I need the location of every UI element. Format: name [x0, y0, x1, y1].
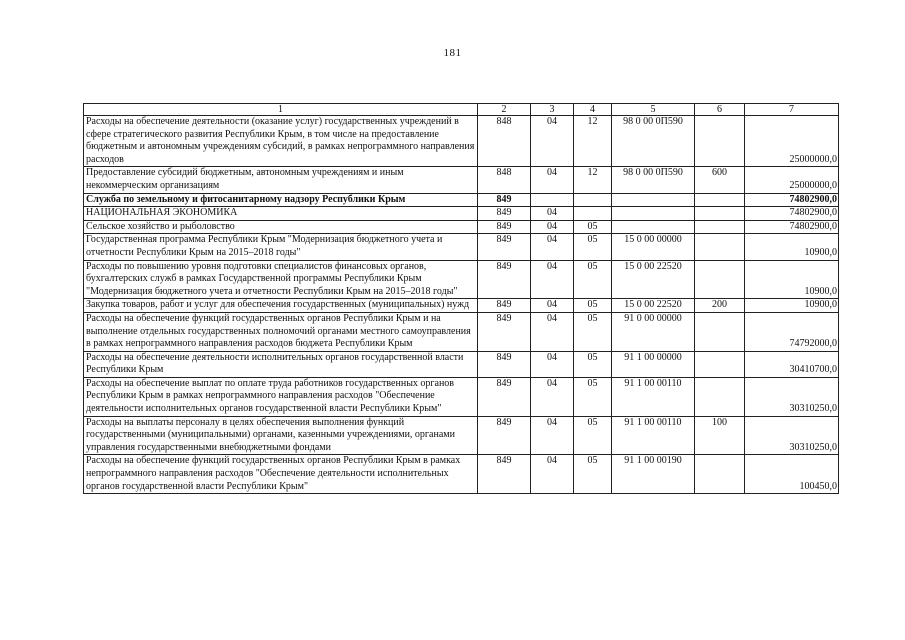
description-cell: Служба по земельному и фитосанитарному надзору Республики Крым — [84, 193, 478, 207]
amount-cell: 10900,0 — [745, 299, 839, 313]
subsection-code-cell — [574, 207, 612, 221]
amount-cell: 10900,0 — [745, 234, 839, 260]
header-cell: 6 — [695, 104, 745, 116]
table-row — [84, 312, 839, 351]
description-cell: НАЦИОНАЛЬНАЯ ЭКОНОМИКА — [84, 207, 478, 221]
table-row — [84, 220, 839, 234]
section-code-cell: 04 — [531, 220, 574, 234]
table-row — [84, 207, 839, 221]
amount-cell: 74802900,0 — [745, 220, 839, 234]
section-code-cell: 04 — [531, 167, 574, 193]
header-cell: 5 — [612, 104, 695, 116]
target-article-cell: 98 0 00 0П590 — [612, 167, 695, 193]
subsection-code-cell: 05 — [574, 260, 612, 299]
expense-type-cell — [695, 193, 745, 207]
gr-code-cell: 849 — [478, 207, 531, 221]
amount-cell: 74802900,0 — [745, 207, 839, 221]
amount-cell: 74802900,0 — [745, 193, 839, 207]
table-row — [84, 416, 839, 455]
section-code-cell: 04 — [531, 377, 574, 416]
subsection-code-cell: 12 — [574, 116, 612, 167]
description-cell: Сельское хозяйство и рыболовство — [84, 220, 478, 234]
expense-type-cell — [695, 260, 745, 299]
section-code-cell: 04 — [531, 116, 574, 167]
description-cell: Расходы на обеспечение выплат по оплате труда работников государственных органов Республики Крым в рамках непрограммного направления расходов "Обеспечение деятельности исполнительных органов государственной власти Республики Крым" — [84, 377, 478, 416]
header-cell: 4 — [574, 104, 612, 116]
section-code-cell: 04 — [531, 312, 574, 351]
table-body — [84, 116, 839, 494]
expense-type-cell: 200 — [695, 299, 745, 313]
description-cell: Расходы на обеспечение деятельности (оказание услуг) государственных учреждений в сфере стратегического развития Республики Крым, в том числе на предоставление бюджетным и автономным учреждениям субсидий, в рамках непрограммного направления расходов — [84, 116, 478, 167]
target-article-cell: 91 1 00 00000 — [612, 351, 695, 377]
expense-type-cell — [695, 377, 745, 416]
header-cell: 3 — [531, 104, 574, 116]
table-row — [84, 116, 839, 167]
target-article-cell: 91 1 00 00110 — [612, 377, 695, 416]
expense-type-cell — [695, 455, 745, 494]
table-row — [84, 351, 839, 377]
section-code-cell: 04 — [531, 234, 574, 260]
budget-table — [83, 103, 839, 494]
section-code-cell: 04 — [531, 260, 574, 299]
section-code-cell: 04 — [531, 299, 574, 313]
gr-code-cell: 848 — [478, 116, 531, 167]
gr-code-cell: 849 — [478, 193, 531, 207]
subsection-code-cell: 05 — [574, 312, 612, 351]
target-article-cell: 15 0 00 22520 — [612, 260, 695, 299]
target-article-cell: 91 1 00 00110 — [612, 416, 695, 455]
amount-cell: 25000000,0 — [745, 116, 839, 167]
gr-code-cell: 849 — [478, 455, 531, 494]
amount-cell: 25000000,0 — [745, 167, 839, 193]
target-article-cell: 91 0 00 00000 — [612, 312, 695, 351]
description-cell: Государственная программа Республики Крым "Модернизация бюджетного учета и отчетности Республики Крым на 2015–2018 годы" — [84, 234, 478, 260]
description-cell: Расходы на выплаты персоналу в целях обеспечения выполнения функций государственными (муниципальными) органами, казенными учреждениями, органами управления государственными внебюджетными фондами — [84, 416, 478, 455]
amount-cell: 100450,0 — [745, 455, 839, 494]
expense-type-cell — [695, 312, 745, 351]
amount-cell: 30310250,0 — [745, 377, 839, 416]
table-row — [84, 167, 839, 193]
header-cell: 2 — [478, 104, 531, 116]
target-article-cell — [612, 220, 695, 234]
target-article-cell — [612, 193, 695, 207]
gr-code-cell: 849 — [478, 416, 531, 455]
description-cell: Расходы на обеспечение деятельности исполнительных органов государственной власти Республики Крым — [84, 351, 478, 377]
gr-code-cell: 848 — [478, 167, 531, 193]
table-header — [84, 104, 839, 116]
gr-code-cell: 849 — [478, 351, 531, 377]
section-code-cell: 04 — [531, 207, 574, 221]
section-code-cell — [531, 193, 574, 207]
gr-code-cell: 849 — [478, 220, 531, 234]
description-cell: Закупка товаров, работ и услуг для обеспечения государственных (муниципальных) нужд — [84, 299, 478, 313]
description-cell: Предоставление субсидий бюджетным, автономным учреждениям и иным некоммерческим организациям — [84, 167, 478, 193]
table-row — [84, 234, 839, 260]
table-row — [84, 377, 839, 416]
expense-type-cell — [695, 220, 745, 234]
expense-type-cell: 100 — [695, 416, 745, 455]
header-cell: 1 — [84, 104, 478, 116]
subsection-code-cell — [574, 193, 612, 207]
target-article-cell: 15 0 00 00000 — [612, 234, 695, 260]
section-code-cell: 04 — [531, 455, 574, 494]
expense-type-cell — [695, 116, 745, 167]
page-number: 181 — [443, 47, 462, 59]
expense-type-cell — [695, 207, 745, 221]
description-cell: Расходы на обеспечение функций государственных органов Республики Крым в рамках непрограммного направления расходов "Обеспечение деятельности исполнительных органов государственной власти Республики Крым" — [84, 455, 478, 494]
expense-type-cell: 600 — [695, 167, 745, 193]
target-article-cell: 15 0 00 22520 — [612, 299, 695, 313]
description-cell: Расходы на обеспечение функций государственных органов Республики Крым и на выполнение отдельных государственных полномочий органами местного самоуправления в рамках непрограммного направления расходов бюджета Республики Крым — [84, 312, 478, 351]
amount-cell: 10900,0 — [745, 260, 839, 299]
table-row — [84, 193, 839, 207]
expense-type-cell — [695, 234, 745, 260]
gr-code-cell: 849 — [478, 312, 531, 351]
amount-cell: 30410700,0 — [745, 351, 839, 377]
gr-code-cell: 849 — [478, 260, 531, 299]
subsection-code-cell: 05 — [574, 377, 612, 416]
target-article-cell: 91 1 00 00190 — [612, 455, 695, 494]
amount-cell: 30310250,0 — [745, 416, 839, 455]
table-row — [84, 299, 839, 313]
expense-type-cell — [695, 351, 745, 377]
section-code-cell: 04 — [531, 416, 574, 455]
subsection-code-cell: 05 — [574, 455, 612, 494]
subsection-code-cell: 05 — [574, 234, 612, 260]
target-article-cell: 98 0 00 0П590 — [612, 116, 695, 167]
subsection-code-cell: 12 — [574, 167, 612, 193]
header-cell: 7 — [745, 104, 839, 116]
description-cell: Расходы по повышению уровня подготовки специалистов финансовых органов, бухгалтерских служб в рамках Государственной программы Республики Крым "Модернизация бюджетного учета и отчетности Республики Крым на 2015–2018 годы" — [84, 260, 478, 299]
table-row — [84, 455, 839, 494]
amount-cell: 74792000,0 — [745, 312, 839, 351]
subsection-code-cell: 05 — [574, 416, 612, 455]
subsection-code-cell: 05 — [574, 220, 612, 234]
subsection-code-cell: 05 — [574, 351, 612, 377]
target-article-cell — [612, 207, 695, 221]
subsection-code-cell: 05 — [574, 299, 612, 313]
section-code-cell: 04 — [531, 351, 574, 377]
table-row — [84, 260, 839, 299]
gr-code-cell: 849 — [478, 299, 531, 313]
gr-code-cell: 849 — [478, 234, 531, 260]
header-row — [84, 104, 839, 116]
gr-code-cell: 849 — [478, 377, 531, 416]
